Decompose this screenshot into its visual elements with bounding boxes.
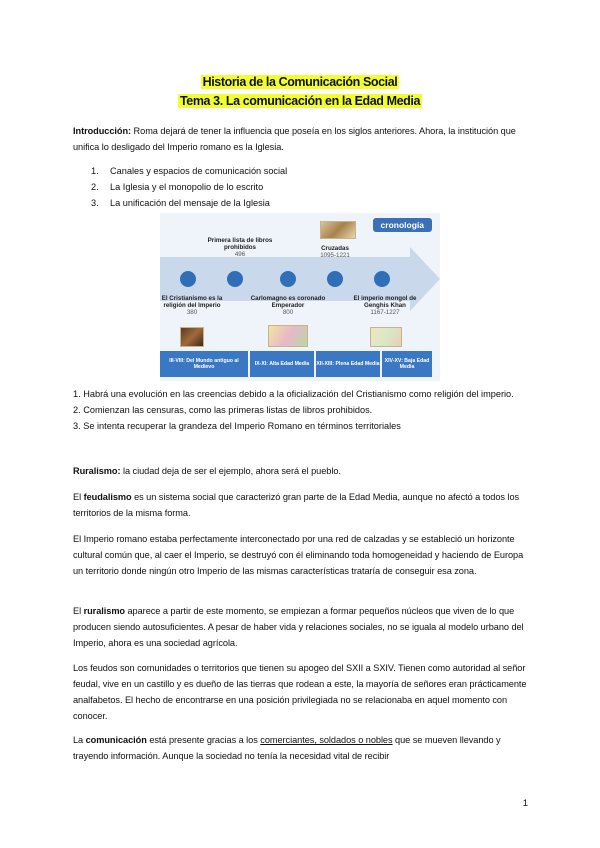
- timeline-event-bottom: [250, 295, 326, 316]
- outline-num: 3.: [91, 197, 99, 208]
- outline-item: [91, 180, 511, 196]
- page-number: 1: [522, 798, 528, 809]
- event-year: 1095-1221: [320, 252, 350, 259]
- ruralismo-intro-paragraph: [73, 464, 528, 480]
- text-run: El: [73, 492, 84, 502]
- text-run: es un sistema social que caracterizó gran parte de la Edad Media, aunque no afectó a todos los territorios de la misma forma.: [73, 492, 520, 518]
- era-label: XII-XIII: Plena Edad Media: [316, 361, 380, 367]
- title-line-1: Historia de la Comunicación Social: [202, 75, 398, 89]
- point-item: 2. Comienzan las censuras, como las primeras listas de libros prohibidos.: [73, 404, 373, 415]
- era-segment: [382, 351, 432, 377]
- timeline-event-top: [305, 245, 365, 259]
- point-item: 3. Se intenta recuperar la grandeza del Imperio Romano en términos territoriales: [73, 420, 401, 431]
- ruralismo-text: la ciudad deja de ser el ejemplo, ahora será el pueblo.: [120, 466, 341, 476]
- document-subtitle: [0, 92, 600, 110]
- outline-item: [91, 196, 511, 212]
- text-run: La: [73, 735, 86, 745]
- event-year: 1167-1227: [370, 309, 400, 316]
- outline-text: La unificación del mensaje de la Iglesia: [110, 197, 270, 208]
- outline-text: La Iglesia y el monopolio de lo escrito: [110, 181, 264, 192]
- timeline-event-bottom: [160, 295, 224, 316]
- timeline-dot: [280, 271, 296, 287]
- underlined-text: comerciantes, soldados o nobles: [260, 735, 393, 745]
- intro-label: Introducción:: [73, 126, 132, 136]
- outline-item: [91, 164, 511, 180]
- title-line-2: Tema 3. La comunicación en la Edad Media: [179, 94, 421, 108]
- comunicacion-term: comunicación: [85, 735, 147, 745]
- event-label: El imperio mongol de Genghis Khan: [353, 295, 417, 309]
- outline-list: [91, 164, 511, 211]
- text-run: El: [73, 606, 84, 616]
- outline-text: Canales y espacios de comunicación social: [110, 166, 288, 176]
- event-year: 380: [186, 309, 198, 316]
- carlomagno-map-image: [268, 325, 308, 347]
- timeline-figure: [160, 213, 440, 381]
- event-label: Cruzadas: [321, 245, 349, 252]
- intro-text: Roma dejará de tener la influencia que poseía en los siglos anteriores. Ahora, la institución que unifica lo desligado del Imperio romano es la Iglesia.: [73, 126, 516, 152]
- ruralismo-label: Ruralismo:: [73, 466, 121, 476]
- intro-paragraph: [73, 124, 528, 156]
- feudos-paragraph: Los feudos son comunidades o territorios que tienen su apogeo del SXII a SXIV. Tienen como autoridad al señor feudal, vive en un castillo y es dueño de las tierras que rodean a este, la mayoría de señores eran prácticamente analfabetos. El hecho de encontrarse en una posición privilegiada no se relacionaba en aquel momento con conocer.: [73, 663, 527, 721]
- mongol-map-image: [370, 327, 402, 347]
- era-label: XIV-XV: Baja Edad Media: [384, 358, 430, 370]
- timeline-dot: [180, 271, 196, 287]
- era-segment: [316, 351, 380, 377]
- ruralismo-paragraph: [73, 604, 528, 652]
- text-run: está presente gracias a los: [146, 735, 261, 745]
- comunicacion-paragraph: [73, 733, 528, 765]
- ruralismo-term: ruralismo: [83, 606, 125, 616]
- event-label: Primera lista de libros prohibidos: [207, 237, 273, 251]
- christianity-image: [180, 327, 204, 347]
- event-year: 800: [282, 309, 294, 316]
- timeline-dot: [374, 271, 390, 287]
- feudalismo-paragraph: [73, 490, 528, 522]
- point-item: 1. Habrá una evolución en las creencias debido a la oficialización del Cristianismo como religión del imperio.: [73, 389, 514, 399]
- imperio-paragraph: El Imperio romano estaba perfectamente interconectado por una red de calzadas y se estableció un horizonte cultural común que, al caer el Imperio, se destruyó con él eliminando toda homogeneidad y haciendo de Europa un territorio donde ningún otro Imperio de las mismas características trataría de conseguir esa zona.: [73, 534, 524, 576]
- event-label: Carlomagno es coronado Emperador: [250, 295, 326, 309]
- timeline-event-top: [200, 237, 280, 258]
- points-list: [73, 387, 528, 434]
- event-label: El Cristianismo es la religión del Imperio: [161, 295, 223, 309]
- timeline-event-bottom: [346, 295, 424, 316]
- era-segment: [160, 351, 248, 377]
- text-run: que se mueven llevando y trayendo información. Aunque la sociedad no tenía la necesidad vital de recibir: [73, 735, 501, 761]
- timeline-dot: [327, 271, 343, 287]
- outline-num: 1.: [91, 166, 99, 176]
- event-year: 496: [234, 251, 246, 258]
- document-title: [0, 73, 600, 91]
- feudalismo-term: feudalismo: [83, 492, 132, 502]
- era-label: III-VIII: Del Mundo antiguo al Medievo: [169, 358, 239, 370]
- crusades-image: [320, 221, 356, 239]
- timeline-dot: [227, 271, 243, 287]
- era-segment: [250, 351, 314, 377]
- outline-num: 2.: [91, 181, 99, 192]
- text-run: aparece a partir de este momento, se empiezan a formar pequeños núcleos que viven de lo que producen siendo autosuficientes. A pesar de haber vida y relaciones sociales, no se iguala al modelo urbano del Imperio, ahora es una sociedad agrícola.: [73, 606, 524, 648]
- era-label: IX-XI: Alta Edad Media: [254, 361, 310, 367]
- chronology-badge: cronología: [373, 218, 432, 232]
